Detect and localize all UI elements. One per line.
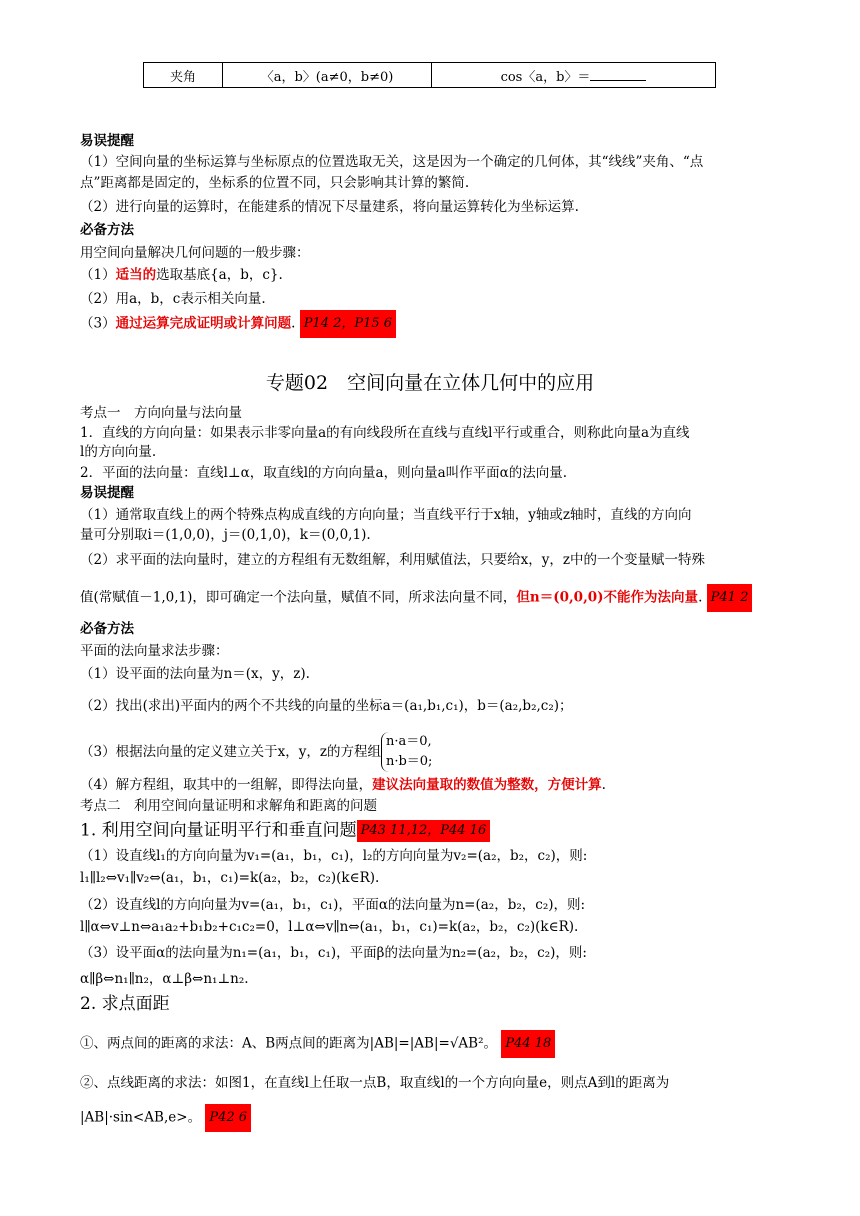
k2-d1: ①、两点间的距离的求法：A、B两点间的距离为|AB|=|AB|=√AB²。 P44 18 — [80, 1030, 555, 1058]
table-cell-cos — [432, 63, 716, 88]
error-2: （2）进行向量的运算时，在能建系的情况下尽量建系，将向量运算转化为坐标运算. — [80, 199, 579, 215]
method-step-3: （3）通过运算完成证明或计算问题. P14 2，P15 6 — [80, 310, 396, 338]
k2-sub2: 2. 求点面距 — [80, 994, 170, 1014]
k1-e1b: 量可分别取i＝(1,0,0)，j＝(0,1,0)，k＝(0,0,1). — [80, 527, 371, 543]
k2-q2: （2）设直线l的方向向量为v=(a₁，b₁，c₁)，平面α的法向量为n=(a₂，b₂，c₂)，则: — [80, 897, 586, 913]
equation-system: n·a＝0, n·b＝0; — [381, 732, 432, 772]
heading-errors-1: 易误提醒 — [80, 133, 134, 149]
error-1a: （1）空间向量的坐标运算与坐标原点的位置选取无关，这是因为一个确定的几何体，其“线线”夹角、“点 — [80, 154, 704, 170]
page-ref-tag: P44 18 — [501, 1030, 555, 1058]
k2-q3: （3）设平面α的法向量为n₁=(a₁，b₁，c₁)，平面β的法向量为n₂=(a₂，b₂，c₂)，则: — [80, 945, 587, 961]
k1-e2b: 值(常赋值－1,0,1)，即可确定一个法向量，赋值不同，所求法向量不同，但n＝(0,0,0)不能作为法向量. P41 2 — [80, 584, 752, 612]
page-ref-tag: P41 2 — [707, 584, 753, 612]
heading-methods-1: 必备方法 — [80, 222, 134, 238]
k1-e1a: （1）通常取直线上的两个特殊点构成直线的方向向量；当直线平行于x轴，y轴或z轴时，直线的方向向 — [80, 507, 692, 523]
error-1b: 点”距离都是固定的，坐标系的位置不同，只会影响其计算的繁简. — [80, 175, 470, 191]
k1-f1: （1）设平面的法向量为n＝(x，y，z). — [80, 666, 310, 682]
angle-table — [143, 62, 716, 88]
section-k1-heading: 考点一 方向向量与法向量 — [80, 405, 242, 421]
k2-q2b: l∥α⇔v⊥n⇔a₁a₂+b₁b₂+c₁c₂=0，l⊥α⇔v∥n⇔(a₁，b₁，c₁)=k(a₂，b₂，c₂)(k∈R). — [80, 919, 579, 935]
k2-q1b: l₁∥l₂⇔v₁∥v₂⇔(a₁，b₁，c₁)=k(a₂，b₂，c₂)(k∈R). — [80, 870, 380, 886]
method-step-2: （2）用a，b，c表示相关向量. — [80, 291, 266, 307]
page-title: 专题02 空间向量在立体几何中的应用 — [265, 372, 595, 394]
k1-p1b: l的方向向量. — [80, 444, 157, 460]
heading-methods-2: 必备方法 — [80, 621, 134, 637]
method-step-1: （1）适当的选取基底{a，b，c}. — [80, 267, 283, 283]
k1-f2: （2）找出(求出)平面内的两个不共线的向量的坐标a＝(a₁,b₁,c₁)，b＝(a₂,b₂,c₂)； — [80, 698, 573, 714]
page-ref-tag: P14 2，P15 6 — [300, 310, 396, 338]
k1-p2: 2．平面的法向量：直线l⊥α，取直线l的方向向量a，则向量a叫作平面α的法向量. — [80, 465, 568, 481]
k2-q1: （1）设直线l₁的方向向量为v₁=(a₁，b₁，c₁)，l₂的方向向量为v₂=(a₂，b₂，c₂)，则: — [80, 848, 588, 864]
heading-errors-2: 易误提醒 — [80, 485, 134, 501]
blank-line — [590, 68, 646, 81]
page-ref-tag: P43 11,12，P44 16 — [357, 820, 491, 842]
k2-d2: ②、点线距离的求法：如图1，在直线l上任取一点B，取直线l的一个方向向量e，则点A到l的距离为 — [80, 1075, 670, 1091]
k2-d2b: |AB|·sin<AB,e>。 P42 6 — [80, 1104, 251, 1132]
k1-f4: （4）解方程组，取其中的一组解，即得法向量，建议法向量取的数值为整数，方便计算. — [80, 777, 606, 793]
cos-label: cos〈a，b〉＝ — [500, 69, 591, 85]
k1-f0: 平面的法向量求法步骤： — [80, 643, 229, 659]
section-k2-heading: 考点二 利用空间向量证明和求解角和距离的问题 — [80, 798, 377, 814]
k2-q3b: α∥β⇔n₁∥n₂，α⊥β⇔n₁⊥n₂. — [80, 971, 249, 987]
k2-sub1: 1. 利用空间向量证明平行和垂直问题 P43 11,12，P44 16 — [80, 820, 490, 842]
table-cell-angle-def: 〈a，b〉(a≠0，b≠0) — [223, 63, 432, 88]
k1-e2a: （2）求平面的法向量时，建立的方程组有无数组解，利用赋值法，只要给x，y，z中的一个变量赋一特殊 — [80, 552, 705, 568]
method-intro: 用空间向量解决几何问题的一般步骤： — [80, 245, 310, 261]
k1-p1a: 1．直线的方向向量：如果表示非零向量a的有向线段所在直线与直线l平行或重合，则称此向量a为直线 — [80, 425, 690, 441]
table-cell-angle: 夹角 — [144, 63, 223, 88]
page-ref-tag: P42 6 — [205, 1104, 251, 1132]
k1-f3: （3）根据法向量的定义建立关于x，y，z的方程组n·a＝0, n·b＝0; — [80, 732, 432, 772]
